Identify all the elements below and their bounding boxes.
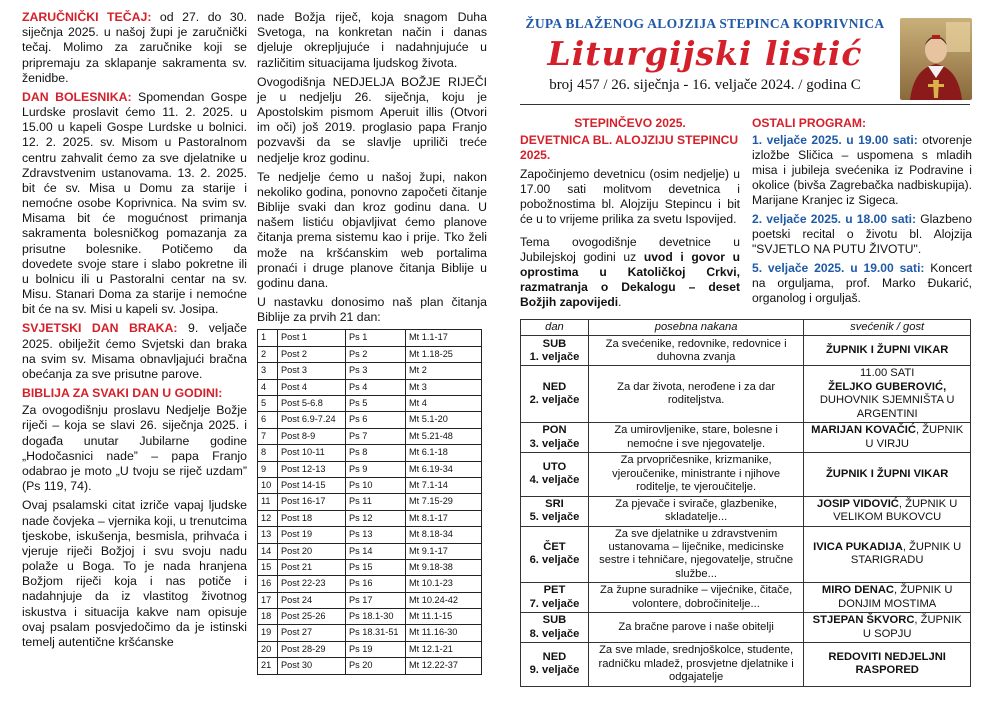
table-row xyxy=(258,428,482,444)
schedule-intention: Za sve djelatnike u zdravstvenim ustanovama – liječnike, medicinske sestre i tehničare, njegovatelje, stručne službe... xyxy=(588,526,803,583)
plan-psalm: Ps 17 xyxy=(346,592,406,608)
plan-day-number: 19 xyxy=(258,625,278,641)
schedule-date: 9. veljače xyxy=(529,664,580,677)
plan-psalm: Ps 3 xyxy=(346,363,406,379)
plan-genesis: Post 22-23 xyxy=(278,576,346,592)
plan-day-number: 13 xyxy=(258,527,278,543)
plan-psalm: Ps 15 xyxy=(346,559,406,575)
table-row xyxy=(521,526,971,583)
schedule-weekday: UTO xyxy=(542,460,567,473)
table-row xyxy=(521,613,971,643)
middle-column xyxy=(257,10,487,675)
schedule-weekday: NED xyxy=(542,650,567,663)
parish-name: ŽUPA BLAŽENOG ALOJZIJA STEPINCA KOPRIVNICA xyxy=(525,16,885,31)
schedule-weekday: SUB xyxy=(542,337,567,350)
program-item-2-date: 2. veljače 2025. u 18.00 sati: xyxy=(752,211,917,226)
plan-genesis: Post 16-17 xyxy=(278,494,346,510)
plan-day-number: 8 xyxy=(258,445,278,461)
table-row xyxy=(521,336,971,366)
plan-matthew: Mt 11.1-15 xyxy=(406,609,482,625)
biblija-heading-line xyxy=(22,386,247,401)
table-row xyxy=(258,625,482,641)
priest-name: ŽUPNIK I ŽUPNI VIKAR xyxy=(825,467,949,480)
schedule-priest xyxy=(804,613,971,643)
schedule-day xyxy=(521,643,589,686)
priest-role: , ŽUPNIK U SOPJU xyxy=(862,614,962,640)
plan-genesis: Post 10-11 xyxy=(278,445,346,461)
plan-genesis: Post 28-29 xyxy=(278,641,346,657)
plan-matthew: Mt 1.1-17 xyxy=(406,330,482,346)
plan-genesis: Post 24 xyxy=(278,592,346,608)
psalam-paragraph: Ovaj psalamski citat izriče vapaj ljudske nade čovjeka – vjernika koji, u trenutcima tjeskobe, iskušenja, besmisla, prihvaća i vjeruje riječi Božjoj i svu svoju nadu polaže u Boga. To je nada hranjena Božjom riječi koja i nas potiče i nadahnjuje da iz vlastitog životnog iskustva i situacija kakve nam opisuje ovaj psalam posvjedočimo da je istinski temelj autentične kršćanske xyxy=(22,498,247,649)
priest-name: ŽELJKO GUBEROVIĆ, xyxy=(828,380,947,393)
plan-psalm: Ps 13 xyxy=(346,527,406,543)
plan-matthew: Mt 9.18-38 xyxy=(406,559,482,575)
table-row xyxy=(258,330,482,346)
priest-name: REDOVITI NEDJELJNI RASPORED xyxy=(828,650,946,677)
priest-role: , ŽUPNIK U STARIGRADU xyxy=(850,540,962,567)
plan-day-number: 10 xyxy=(258,477,278,493)
mid-paragraph-1: nade Božja riječ, koja snagom Duha Svetoga, na konkretan način i danas djeluje okrepljujuće i nadahnjujuće u različitim situacijama ljudskog života. xyxy=(257,10,487,70)
plan-day-number: 1 xyxy=(258,330,278,346)
priest-name: MARIJAN KOVAČIĆ xyxy=(811,424,916,437)
left-column xyxy=(22,10,247,654)
schedule-day xyxy=(521,423,589,453)
zarucnicki-tecaj-text: od 27. do 30. siječnja 2025. u našoj župi je zaručnički tečaj. Molimo za zaručnike koji se pripremaju za sklapanje sakramenta sv. ženidbe. xyxy=(22,10,247,85)
schedule-weekday: PET xyxy=(543,584,566,597)
plan-matthew: Mt 8.18-34 xyxy=(406,527,482,543)
plan-psalm: Ps 2 xyxy=(346,346,406,362)
table-row xyxy=(258,477,482,493)
schedule-weekday: PON xyxy=(542,424,567,437)
plan-day-number: 5 xyxy=(258,396,278,412)
program-item-2 xyxy=(752,212,972,257)
schedule-intention: Za prvopričesnike, krizmanike, vjeroučenike, ministrante i njihove roditelje, te vjeroučitelje. xyxy=(588,453,803,496)
schedule-header-row xyxy=(521,320,971,336)
program-item-3-text: Koncert na orguljama, prof. Marko Đukarić, organolog i orguljaš. xyxy=(752,260,972,305)
plan-psalm: Ps 5 xyxy=(346,396,406,412)
schedule-date: 5. veljače xyxy=(529,511,580,523)
plan-day-number: 15 xyxy=(258,559,278,575)
table-row xyxy=(258,396,482,412)
schedule-day xyxy=(521,583,589,613)
program-item-3 xyxy=(752,261,972,306)
stepinac-portrait-icon xyxy=(900,18,972,100)
plan-day-number: 20 xyxy=(258,641,278,657)
plan-psalm: Ps 6 xyxy=(346,412,406,428)
devetnica-heading: DEVETNICA BL. ALOJZIJU STEPINCU 2025. xyxy=(520,132,739,162)
reading-plan-table xyxy=(257,329,482,674)
issue-line: broj 457 / 26. siječnja - 16. veljače 2024. / godina C xyxy=(549,77,861,93)
schedule-priest xyxy=(804,423,971,453)
plan-day-number: 12 xyxy=(258,510,278,526)
plan-day-number: 18 xyxy=(258,609,278,625)
schedule-weekday: SUB xyxy=(542,614,567,627)
plan-matthew: Mt 5.21-48 xyxy=(406,428,482,444)
zarucnicki-tecaj-paragraph xyxy=(22,10,247,86)
schedule-intention: Za pjevače i svirače, glazbenike, skladatelje... xyxy=(588,496,803,526)
schedule-intention: Za župne suradnike – vijećnike, čitače, volontere, dobročinitelje... xyxy=(588,583,803,613)
plan-matthew: Mt 12.22-37 xyxy=(406,658,482,674)
plan-matthew: Mt 2 xyxy=(406,363,482,379)
program-item-1 xyxy=(752,133,972,208)
plan-genesis: Post 8-9 xyxy=(278,428,346,444)
dan-braka-paragraph xyxy=(22,321,247,382)
plan-matthew: Mt 5.1-20 xyxy=(406,412,482,428)
plan-day-number: 6 xyxy=(258,412,278,428)
schedule-day xyxy=(521,366,589,423)
table-row xyxy=(521,453,971,496)
table-row xyxy=(258,641,482,657)
dan-bolesnika-heading: DAN BOLESNIKA: xyxy=(22,89,132,104)
plan-psalm: Ps 1 xyxy=(346,330,406,346)
plan-genesis: Post 19 xyxy=(278,527,346,543)
priest-name: ŽUPNIK I ŽUPNI VIKAR xyxy=(825,344,949,357)
plan-genesis: Post 30 xyxy=(278,658,346,674)
program-item-1-text: otvorenje izložbe Sličica – uspomena s mladih misa i jubileja svećenika iz Podravine i okolice (bivša Zagrebačka nadbiskupija). Marijane Kranjec iz Sigeca. xyxy=(752,132,972,207)
devetnica-schedule-table xyxy=(520,319,971,687)
table-row xyxy=(258,445,482,461)
plan-matthew: Mt 7.1-14 xyxy=(406,477,482,493)
tema-text-end: . xyxy=(618,294,622,309)
plan-genesis: Post 3 xyxy=(278,363,346,379)
table-row xyxy=(258,609,482,625)
schedule-priest xyxy=(804,643,971,686)
plan-day-number: 4 xyxy=(258,379,278,395)
table-row xyxy=(258,461,482,477)
biblija-heading: BIBLIJA ZA SVAKI DAN U GODINI: xyxy=(22,386,223,401)
schedule-intention: Za bračne parove i naše obitelji xyxy=(588,613,803,643)
schedule-priest xyxy=(804,453,971,496)
table-row xyxy=(521,366,971,423)
schedule-date: 4. veljače xyxy=(529,474,580,487)
plan-psalm: Ps 8 xyxy=(346,445,406,461)
schedule-intention: Za svećenike, redovnike, redovnice i duhovna zvanja xyxy=(588,336,803,366)
table-row xyxy=(258,510,482,526)
schedule-weekday: NED xyxy=(542,380,567,393)
priest-role: , ŽUPNIK U VELIKOM BUKOVCU xyxy=(833,497,958,523)
plan-matthew: Mt 8.1-17 xyxy=(406,510,482,526)
table-row xyxy=(258,379,482,395)
table-row xyxy=(258,658,482,674)
table-row xyxy=(521,423,971,453)
plan-day-number: 7 xyxy=(258,428,278,444)
plan-psalm: Ps 19 xyxy=(346,641,406,657)
schedule-date: 1. veljače xyxy=(529,350,580,363)
schedule-date: 8. veljače xyxy=(529,627,580,640)
table-row xyxy=(521,583,971,613)
program-item-3-date: 5. veljače 2025. u 19.00 sati: xyxy=(752,260,925,275)
schedule-day xyxy=(521,336,589,366)
priest-name: MIRO DENAC xyxy=(821,584,894,597)
table-row xyxy=(258,559,482,575)
plan-genesis: Post 2 xyxy=(278,346,346,362)
schedule-priest xyxy=(804,366,971,423)
devetnica-tema-paragraph xyxy=(520,235,740,310)
plan-psalm: Ps 20 xyxy=(346,658,406,674)
priest-role: , ŽUPNIK U VIRJU xyxy=(865,424,964,450)
plan-psalm: Ps 18.31-51 xyxy=(346,625,406,641)
col-header-dan: dan xyxy=(521,320,589,336)
mid-paragraph-3: Te nedjelje ćemo u našoj župi, nakon nekoliko godina, ponovno započeti čitanje Biblije svaki dan kroz godinu dana. U našem listiću objavljivat ćemo planove čitanja prema sistemu kao i prije. Tko želi može na kršćanskim web portalima pronaći i druge planove čitanja Biblije u godinu dana. xyxy=(257,169,487,290)
plan-psalm: Ps 14 xyxy=(346,543,406,559)
table-row xyxy=(258,543,482,559)
table-row xyxy=(258,412,482,428)
plan-psalm: Ps 4 xyxy=(346,379,406,395)
ostali-program-heading: OSTALI PROGRAM: xyxy=(752,116,866,130)
plan-matthew: Mt 7.15-29 xyxy=(406,494,482,510)
schedule-priest xyxy=(804,583,971,613)
plan-genesis: Post 27 xyxy=(278,625,346,641)
publication-title: Liturgijski listić xyxy=(547,34,863,73)
table-row xyxy=(258,494,482,510)
plan-day-number: 14 xyxy=(258,543,278,559)
schedule-day xyxy=(521,496,589,526)
plan-genesis: Post 20 xyxy=(278,543,346,559)
schedule-date: 2. veljače xyxy=(529,394,580,407)
mid-paragraph-4: U nastavku donosimo naš plan čitanja Biblije za prvih 21 dan: xyxy=(257,295,487,325)
plan-psalm: Ps 11 xyxy=(346,494,406,510)
plan-matthew: Mt 11.16-30 xyxy=(406,625,482,641)
table-row xyxy=(258,363,482,379)
schedule-time: 11.00 SATI xyxy=(860,367,915,380)
col-header-nakana: posebna nakana xyxy=(588,320,803,336)
plan-genesis: Post 12-13 xyxy=(278,461,346,477)
mid-paragraph-2: Ovogodišnja NEDJELJA BOŽJE RIJEČI je u nedjelju 26. siječnja, koju je Apostolskim pismom Aperuit illis (Otvori im oči) još 2019. proglasio papa Franjo pozvavši da se slavlje upriliči treće nedjelje kroz godinu. xyxy=(257,74,487,165)
plan-matthew: Mt 3 xyxy=(406,379,482,395)
priest-name: STJEPAN ŠKVORC xyxy=(812,614,915,627)
plan-genesis: Post 1 xyxy=(278,330,346,346)
plan-day-number: 11 xyxy=(258,494,278,510)
plan-psalm: Ps 10 xyxy=(346,477,406,493)
plan-genesis: Post 18 xyxy=(278,510,346,526)
program-item-2-text: Glazbeno poetski recital o životu bl. Alojzija "SVJETLO NA PUTU ŽIVOTU". xyxy=(752,211,972,256)
table-row xyxy=(258,592,482,608)
schedule-priest xyxy=(804,496,971,526)
priest-role: , ŽUPNIK U DONJIM MOSTIMA xyxy=(838,584,953,610)
header-rule xyxy=(520,104,970,105)
tema-text-start: Tema ovogodišnje devetnice u Jubilejskoj godini uz xyxy=(520,234,740,264)
schedule-day xyxy=(521,526,589,583)
plan-psalm: Ps 7 xyxy=(346,428,406,444)
schedule-date: 6. veljače xyxy=(529,554,580,567)
plan-genesis: Post 14-15 xyxy=(278,477,346,493)
schedule-weekday: ČET xyxy=(543,540,566,553)
plan-psalm: Ps 9 xyxy=(346,461,406,477)
plan-matthew: Mt 9.1-17 xyxy=(406,543,482,559)
plan-day-number: 9 xyxy=(258,461,278,477)
table-row xyxy=(258,527,482,543)
plan-genesis: Post 25-26 xyxy=(278,609,346,625)
plan-day-number: 17 xyxy=(258,592,278,608)
table-row xyxy=(521,643,971,686)
priest-name: IVICA PUKADIJA xyxy=(813,540,903,553)
col-header-svecenik: svećenik / gost xyxy=(804,320,971,336)
schedule-day xyxy=(521,613,589,643)
plan-day-number: 3 xyxy=(258,363,278,379)
biblija-paragraph: Za ovogodišnju proslavu Nedjelje Božje riječi – koja se slavi 26. siječnja 2025. i događa unutar Jubilarne godine „Hodočasnici nade” – papa Franjo odabrao je moto „U tvoju se riječ uzdam” (Ps 119, 74). xyxy=(22,403,247,494)
plan-genesis: Post 21 xyxy=(278,559,346,575)
plan-day-number: 16 xyxy=(258,576,278,592)
plan-matthew: Mt 1.18-25 xyxy=(406,346,482,362)
plan-matthew: Mt 6.1-18 xyxy=(406,445,482,461)
plan-psalm: Ps 12 xyxy=(346,510,406,526)
plan-matthew: Mt 6.19-34 xyxy=(406,461,482,477)
zarucnicki-tecaj-heading: ZARUČNIČKI TEČAJ: xyxy=(22,10,152,24)
priest-name: JOSIP VIDOVIĆ xyxy=(817,497,899,510)
schedule-weekday: SRI xyxy=(545,497,564,510)
schedule-priest xyxy=(804,336,971,366)
schedule-date: 3. veljače xyxy=(529,437,580,450)
plan-genesis: Post 4 xyxy=(278,379,346,395)
schedule-day xyxy=(521,453,589,496)
plan-matthew: Mt 10.1-23 xyxy=(406,576,482,592)
plan-matthew: Mt 10.24-42 xyxy=(406,592,482,608)
plan-psalm: Ps 18.1-30 xyxy=(346,609,406,625)
program-item-1-date: 1. veljače 2025. u 19.00 sati: xyxy=(752,132,918,147)
dan-bolesnika-text: Spomendan Gospe Lurdske proslavit ćemo 11. 2. 2025. u 15.00 u kapeli Gospe Lurdske u bolnici. 12. 2. 2025. sv. Misom u Pastoralnom centru zahvalit ćemo za sve djelatnike u Zdravstvenim ustanovama. 13. 2. 2025. bit će sv. Misa u Domu za starije i nemoćne osobe Koprivnica. Na svim sv. Misama bit će mogućnost primanja sakramenta bolesničkog pomazanja za prisutne bolesnike. Potičemo da dovedete svoje stare i slabo pokretne ili u bolnicu ili u Pastoralni centar na sv. Misu. Stanari Doma za starije i nemoćne bit će na sv. Misi u kapeli sv. Josipa. xyxy=(22,89,247,317)
stepincevo-column xyxy=(520,116,740,314)
dan-bolesnika-paragraph xyxy=(22,90,247,318)
plan-psalm: Ps 16 xyxy=(346,576,406,592)
tema-text-bold: uvod i govor u oprostima u Katoličkoj Crkvi, razmatranja o Dekalogu – deset Božjih zapovijedi xyxy=(520,249,740,309)
masthead xyxy=(520,16,890,94)
dan-braka-text: 9. veljače 2025. obilježit ćemo Svjetski dan braka na svim sv. Misama obnavljajući bračna obećanja za sve prisutne parove. xyxy=(22,321,247,381)
ostali-program-column xyxy=(752,116,972,310)
plan-genesis: Post 6.9-7.24 xyxy=(278,412,346,428)
table-row xyxy=(258,346,482,362)
schedule-intention: Za umirovljenike, stare, bolesne i nemoćne i sve njegovatelje. xyxy=(588,423,803,453)
plan-matthew: Mt 12.1-21 xyxy=(406,641,482,657)
priest-role: DUHOVNIK SJEMNIŠTA U ARGENTINI xyxy=(819,394,955,420)
schedule-intention: Za sve mlade, srednjoškolce, studente, radničku mladež, prosvjetne djelatnike i odgajatelje xyxy=(588,643,803,686)
table-row xyxy=(258,576,482,592)
schedule-priest xyxy=(804,526,971,583)
stepincevo-heading: STEPINČEVO 2025. xyxy=(574,116,686,130)
table-row xyxy=(521,496,971,526)
dan-braka-heading: SVJETSKI DAN BRAKA: xyxy=(22,321,178,336)
plan-day-number: 2 xyxy=(258,346,278,362)
plan-genesis: Post 5-6.8 xyxy=(278,396,346,412)
schedule-date: 7. veljače xyxy=(529,597,580,610)
plan-day-number: 21 xyxy=(258,658,278,674)
schedule-intention: Za dar života, nerođene i za dar roditeljstva. xyxy=(588,366,803,423)
plan-matthew: Mt 4 xyxy=(406,396,482,412)
devetnica-paragraph: Započinjemo devetnicu (osim nedjelje) u 17.00 sati molitvom devetnica i pobožnostima bl. Alojziju Stepincu i bit će u to vrijeme prilika za svetu Ispovijed. xyxy=(520,166,740,226)
